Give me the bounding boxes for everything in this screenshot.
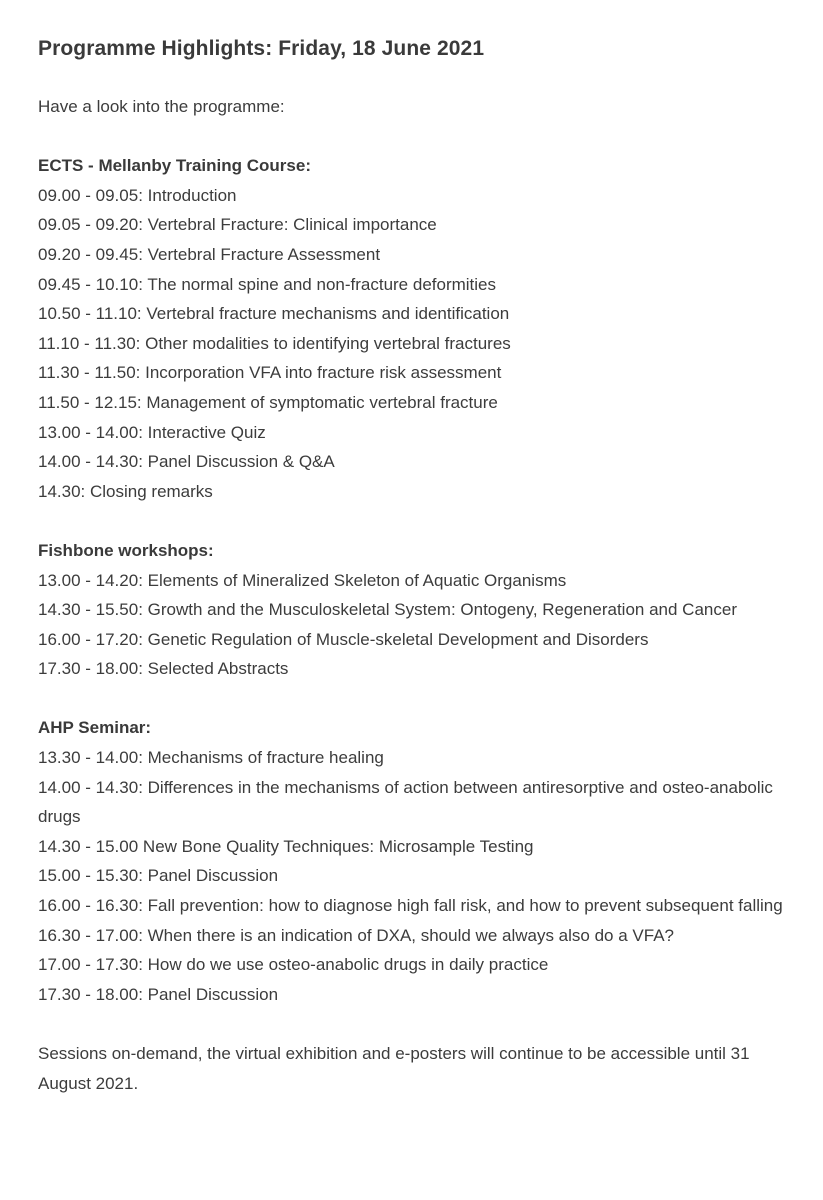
list-item: 17.30 - 18.00: Selected Abstracts [38, 659, 289, 679]
list-item: 09.00 - 09.05: Introduction [38, 185, 237, 205]
footer-note: Sessions on-demand, the virtual exhibition and e-posters will continue to be accessible until 31 August 2021. [38, 1044, 750, 1093]
list-item: 14.00 - 14.30: Panel Discussion & Q&A [38, 452, 335, 472]
list-item: 14.30: Closing remarks [38, 481, 213, 501]
list-item: 17.30 - 18.00: Panel Discussion [38, 984, 279, 1004]
list-item: 10.50 - 11.10: Vertebral fracture mechanisms and identification [38, 304, 510, 324]
list-item: 15.00 - 15.30: Panel Discussion [38, 866, 279, 886]
list-item: 13.00 - 14.20: Elements of Mineralized Skeleton of Aquatic Organisms [38, 570, 567, 590]
list-item: 09.05 - 09.20: Vertebral Fracture: Clinical importance [38, 215, 437, 235]
list-item: 16.00 - 17.20: Genetic Regulation of Muscle-skeletal Development and Disorders [38, 629, 649, 649]
section-heading: ECTS - Mellanby Training Course: [38, 156, 311, 176]
list-item: 11.30 - 11.50: Incorporation VFA into fracture risk assessment [38, 363, 502, 383]
list-item: 09.20 - 09.45: Vertebral Fracture Assessment [38, 244, 381, 264]
list-item: 16.30 - 17.00: When there is an indication of DXA, should we always also do a VFA? [38, 925, 674, 945]
list-item: 14.30 - 15.00 New Bone Quality Techniques: Microsample Testing [38, 836, 534, 856]
section-fishbone-workshops [38, 536, 798, 684]
section-heading: Fishbone workshops: [38, 540, 214, 560]
section-heading: AHP Seminar: [38, 718, 152, 738]
document-body [38, 30, 798, 1098]
list-item: 16.00 - 16.30: Fall prevention: how to diagnose high fall risk, and how to prevent subsequent falling [38, 896, 783, 916]
page-title: Programme Highlights: Friday, 18 June 2021 [38, 37, 485, 60]
intro-text: Have a look into the programme: [38, 97, 285, 116]
list-item: 14.30 - 15.50: Growth and the Musculoskeletal System: Ontogeny, Regeneration and Cancer [38, 600, 737, 620]
list-item: 11.10 - 11.30: Other modalities to identifying vertebral fractures [38, 333, 511, 353]
list-item: 13.00 - 14.00: Interactive Quiz [38, 422, 266, 442]
list-item: 13.30 - 14.00: Mechanisms of fracture healing [38, 748, 384, 768]
section-ahp-seminar [38, 713, 798, 1009]
list-item: 11.50 - 12.15: Management of symptomatic vertebral fracture [38, 392, 498, 412]
list-item: 09.45 - 10.10: The normal spine and non-fracture deformities [38, 274, 497, 294]
list-item: 17.00 - 17.30: How do we use osteo-anabolic drugs in daily practice [38, 955, 549, 975]
section-ects-mellanby [38, 151, 798, 506]
list-item: 14.00 - 14.30: Differences in the mechanisms of action between antiresorptive and osteo-anabolic drugs [38, 777, 773, 827]
